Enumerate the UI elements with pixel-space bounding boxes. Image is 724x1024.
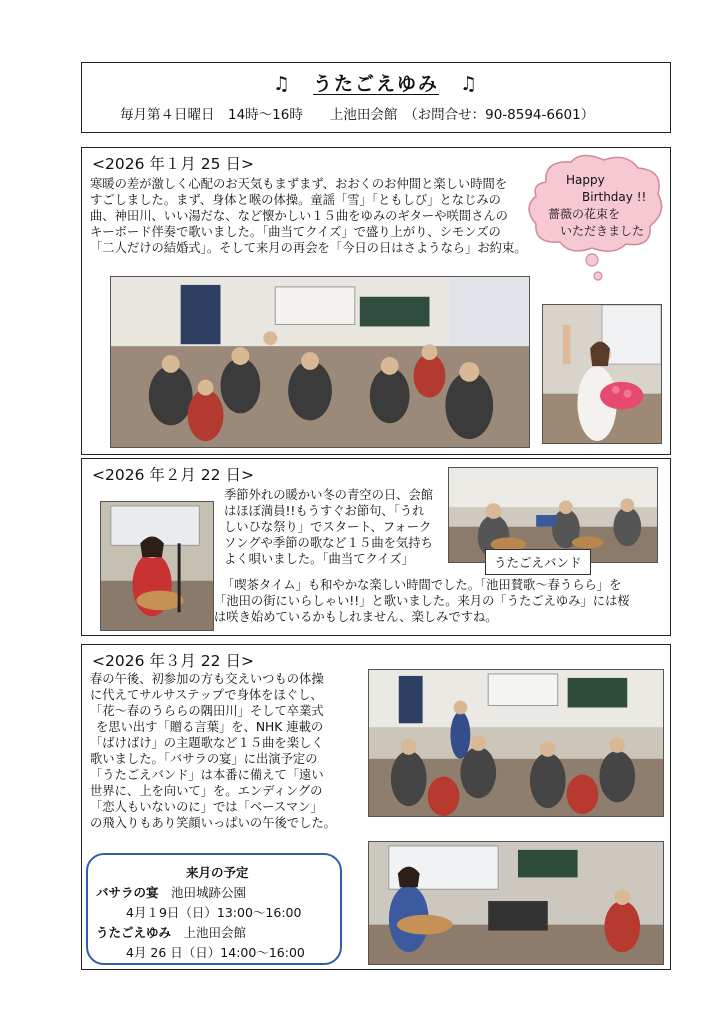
section-january (81, 147, 671, 455)
page-title (82, 69, 670, 96)
header-box (81, 62, 671, 133)
section-march (81, 644, 671, 970)
schedule-event: うたごえゆみ 上池田会館 (96, 925, 247, 940)
cloud-message: Happy Birthday !! 薔薇の花束を いただきました (548, 173, 647, 238)
salsa-photo (368, 669, 664, 817)
band-caption: うたごえバンド (485, 549, 591, 575)
section-february (81, 458, 671, 636)
section-body: 春の午後、初参加の方も交えいつもの体操 に代えてサルサステップで身体をほぐし、 「花〜春のうららの隅田川」そして卒業式 を思い出す「贈る言葉」を、NHK 連載の 「ばけばけ」の主題歌など１５曲を楽しく 歌いました。「バサラの宴」に出演予定の 「うたごえバンド」は本番に備えて「遠い 世界に、上を向いて」を。エンディングの 「恋人もいないのに」では「ベースマン」 の飛入りもあり笑顔いっぱいの午後でした。 (90, 672, 336, 830)
section-body-full: 「喫茶タイム」も和やかな楽しい時間でした。「池田賛歌〜春うらら」を 「池田の街にいらしゃい!!」と歌いました。来月の「うたごえゆみ」には桜 は咲き始めているかもしれません、楽しみですね。 (214, 578, 630, 624)
schedule-date: 4月１9日（日）13:00〜16:00 (126, 905, 302, 920)
section-date: <2026 年２月 22 日> (92, 466, 254, 484)
ending-photo (368, 841, 664, 965)
title-text: うたごえゆみ (312, 73, 439, 95)
schedule-heading: 来月の予定 (186, 865, 249, 880)
next-month-schedule (86, 853, 342, 965)
section-date: <2026 年１月 25 日> (92, 155, 254, 173)
note-icon: ♫ (272, 73, 292, 95)
section-body: 寒暖の差が激しく心配のお天気もまずまず、おおくのお仲間と楽しい時間を すごしました。まず、身体と喉の体操。童謡「雪」「ともしび」となじみの 曲、神田川、いい湯だな、など懐かしい１５曲をゆみのギターや咲間さんの キーボード伴奏で歌いました。「曲当てクイズ」で盛り上がり、シモンズの 「二人だけの結婚式」。そして来月の再会を「今日の日はさようなら」お約束。 (90, 177, 527, 255)
concert-photo (110, 276, 530, 448)
schedule-date: 4月 26 日（日）14:00〜16:00 (126, 945, 305, 960)
section-date: <2026 年３月 22 日> (92, 652, 254, 670)
schedule-event: バサラの宴 池田城跡公園 (96, 885, 247, 900)
note-icon: ♫ (460, 73, 480, 95)
schedule-info: 毎月第４日曜日 14時〜16時 上池田会館 （お問合せ：90-8594-6601） (120, 107, 595, 123)
birthday-photo (542, 304, 662, 444)
section-body-right: 季節外れの暖かい冬の青空の日、会館 はほぼ満員!!もうすぐお節句、「うれ しいひな祭り」でスタート、フォーク ソングや季節の歌など１５曲を気持ち よく唄いました。「曲当てクイズ」 (224, 488, 434, 566)
singer-photo (100, 501, 214, 631)
